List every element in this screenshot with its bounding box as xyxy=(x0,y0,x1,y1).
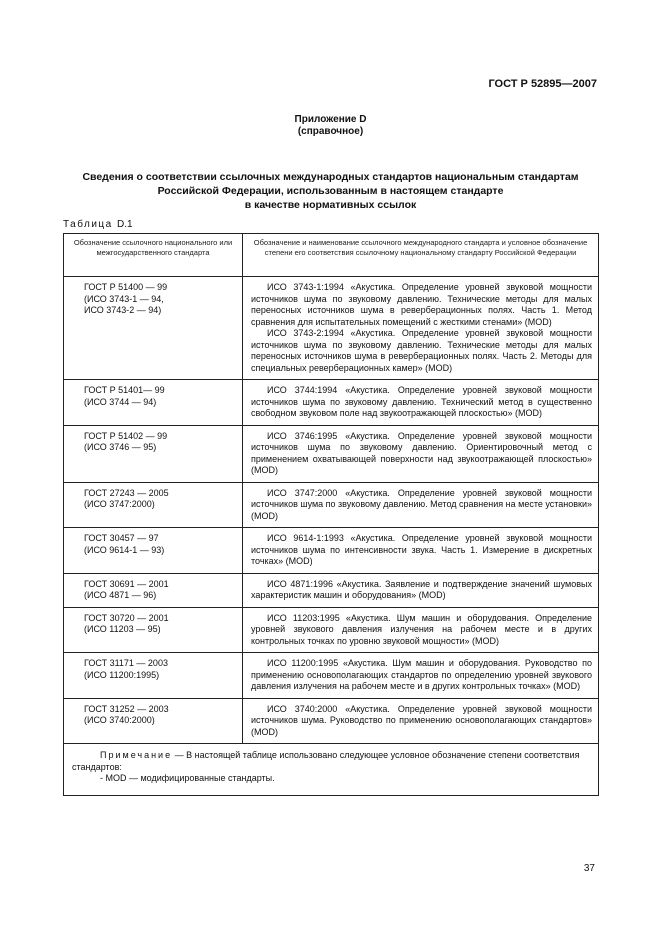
table-row xyxy=(64,380,599,426)
national-standard-line: (ИСО 3746 — 95) xyxy=(84,442,157,452)
national-standard-line: ГОСТ 31171 — 2003 xyxy=(84,658,168,668)
national-standard-line: ИСО 3743-2 — 94) xyxy=(84,305,162,315)
national-standard-line: ГОСТ 30720 — 2001 xyxy=(84,612,169,623)
table-row xyxy=(64,482,599,528)
national-standard-line: (ИСО 3744 — 94) xyxy=(84,396,157,407)
table-label-number: D.1 xyxy=(117,219,133,230)
note-text: — В настоящей таблице использовано следующее условное обозначение степени соответствия стандартов: xyxy=(72,750,580,772)
note-label: Примечание xyxy=(100,750,173,760)
appendix-heading xyxy=(0,114,661,138)
appendix-title: Приложение D xyxy=(294,114,367,125)
national-standard-cell xyxy=(64,653,243,699)
national-standard-line: ГОСТ 31252 — 2003 xyxy=(84,703,169,714)
document-title-line: в качестве нормативных ссылок xyxy=(244,199,417,211)
international-standard-entry: ИСО 9614-1:1993 «Акустика. Определение уровней звуковой мощности источников шума по интенсивности звука. Часть 1. Измерение в дискретных точках» (MOD) xyxy=(251,533,592,566)
national-standard-cell xyxy=(64,380,243,426)
international-standard-entry: ИСО 4871:1996 «Акустика. Заявление и подтверждение значений шумовых характеристик машин и оборудования» (MOD) xyxy=(251,578,592,600)
document-title-line: Российской Федерации, использованным в настоящем стандарте xyxy=(157,185,504,197)
international-standard-cell xyxy=(243,425,599,482)
national-standard-line: (ИСО 3743-1 — 94, xyxy=(84,293,164,304)
page-number: 37 xyxy=(583,863,595,874)
table-note xyxy=(64,744,599,796)
standard-number: ГОСТ Р 52895—2007 xyxy=(488,78,597,90)
note-item: - MOD — модифицированные стандарты. xyxy=(100,773,275,783)
international-standard-cell xyxy=(243,277,599,380)
national-standard-line: (ИСО 3747:2000) xyxy=(84,499,155,509)
international-standard-entry: ИСО 3746:1995 «Акустика. Определение уровней звуковой мощности источников шума по звуковому давлению. Ориентировочный метод с применением охватывающей поверхности над звукоотражающей плоскостью» (MOD) xyxy=(251,430,592,475)
table-row xyxy=(64,425,599,482)
national-standard-cell xyxy=(64,425,243,482)
international-standard-entry: ИСО 3747:2000 «Акустика. Определение уровней звуковой мощности источников шума по звуковому давлению. Метод сравнения на месте установки» (MOD) xyxy=(251,487,592,521)
table-row xyxy=(64,653,599,699)
column-header-national: Обозначение ссылочного национального или межгосударственного стандарта xyxy=(64,234,243,277)
table-label-prefix: Таблица xyxy=(63,219,113,230)
national-standard-line: ГОСТ 30457 — 97 xyxy=(84,533,159,543)
document-title xyxy=(60,170,601,212)
table-row xyxy=(64,573,599,607)
international-standard-entry: ИСО 11200:1995 «Акустика. Шум машин и оборудования. Руководство по применению основополагающих стандартов по определению уровней звукового давления излучения на рабочем месте и в других контрольных точках» (MOD) xyxy=(251,658,592,691)
table-note-row xyxy=(64,744,599,796)
table-label xyxy=(63,219,133,230)
international-standard-cell xyxy=(243,573,599,607)
table-row xyxy=(64,607,599,653)
national-standard-line: ГОСТ Р 51402 — 99 xyxy=(84,430,168,441)
national-standard-line: (ИСО 9614-1 — 93) xyxy=(84,544,165,555)
national-standard-cell xyxy=(64,573,243,607)
appendix-subtitle: (справочное) xyxy=(297,126,364,137)
international-standard-entry: ИСО 3743-2:1994 «Акустика. Определение уровней звуковой мощности источников шума по звуковому давлению. Технические методы для малых переносных источников шума в реверберационных полях. Часть 2. Методы для специальных реверберационных камер» (MOD) xyxy=(251,328,592,373)
national-standard-cell xyxy=(64,277,243,380)
international-standard-cell xyxy=(243,482,599,528)
national-standard-cell xyxy=(64,528,243,574)
national-standard-line: ГОСТ 27243 — 2005 xyxy=(84,487,169,498)
national-standard-line: ГОСТ Р 51401— 99 xyxy=(84,385,165,395)
table-row xyxy=(64,528,599,574)
national-standard-line: (ИСО 4871 — 96) xyxy=(84,590,157,600)
national-standard-line: ГОСТ 30691 — 2001 xyxy=(84,578,169,589)
national-standard-cell xyxy=(64,607,243,653)
table-header-row xyxy=(64,234,599,277)
international-standard-cell xyxy=(243,607,599,653)
national-standard-line: (ИСО 11203 — 95) xyxy=(84,624,161,634)
international-standard-entry: ИСО 3744:1994 «Акустика. Определение уровней звуковой мощности источников шума по звуковому давлению. Технический метод в существенно свободном звуковом поле над звукоотражающей плоскостью» (MOD) xyxy=(251,385,592,418)
table-row xyxy=(64,698,599,744)
international-standard-cell xyxy=(243,380,599,426)
national-standard-cell xyxy=(64,482,243,528)
column-header-international: Обозначение и наименование ссылочного международного стандарта и условное обозначение степени его соответствия ссылочному национальному стандарту Российской Федерации xyxy=(243,234,599,277)
document-title-line: Сведения о соответствии ссылочных международных стандартов национальным стандартам xyxy=(82,171,579,183)
reference-standards-table xyxy=(63,233,599,796)
international-standard-cell xyxy=(243,528,599,574)
international-standard-cell xyxy=(243,698,599,744)
international-standard-entry: ИСО 3743-1:1994 «Акустика. Определение уровней звуковой мощности источников шума по звуковому давлению. Технические методы для малых переносных источников шума в реверберационных полях. Часть 1. Метод сравнения для испытательных помещений с жесткими стенами» (MOD) xyxy=(251,282,592,327)
national-standard-line: (ИСО 11200:1995) xyxy=(84,669,160,680)
international-standard-cell xyxy=(243,653,599,699)
national-standard-line: ГОСТ Р 51400 — 99 xyxy=(84,282,168,292)
national-standard-line: (ИСО 3740:2000) xyxy=(84,715,155,725)
table-row xyxy=(64,277,599,380)
national-standard-cell xyxy=(64,698,243,744)
international-standard-entry: ИСО 11203:1995 «Акустика. Шум машин и оборудования. Определение уровней звукового давления излучения на рабочем месте и в других контрольных точках по уровню звуковой мощности» (MOD) xyxy=(251,612,592,646)
international-standard-entry: ИСО 3740:2000 «Акустика. Определение уровней звуковой мощности источников шума. Руководство по применению основополагающих стандартов» (MOD) xyxy=(251,703,592,737)
